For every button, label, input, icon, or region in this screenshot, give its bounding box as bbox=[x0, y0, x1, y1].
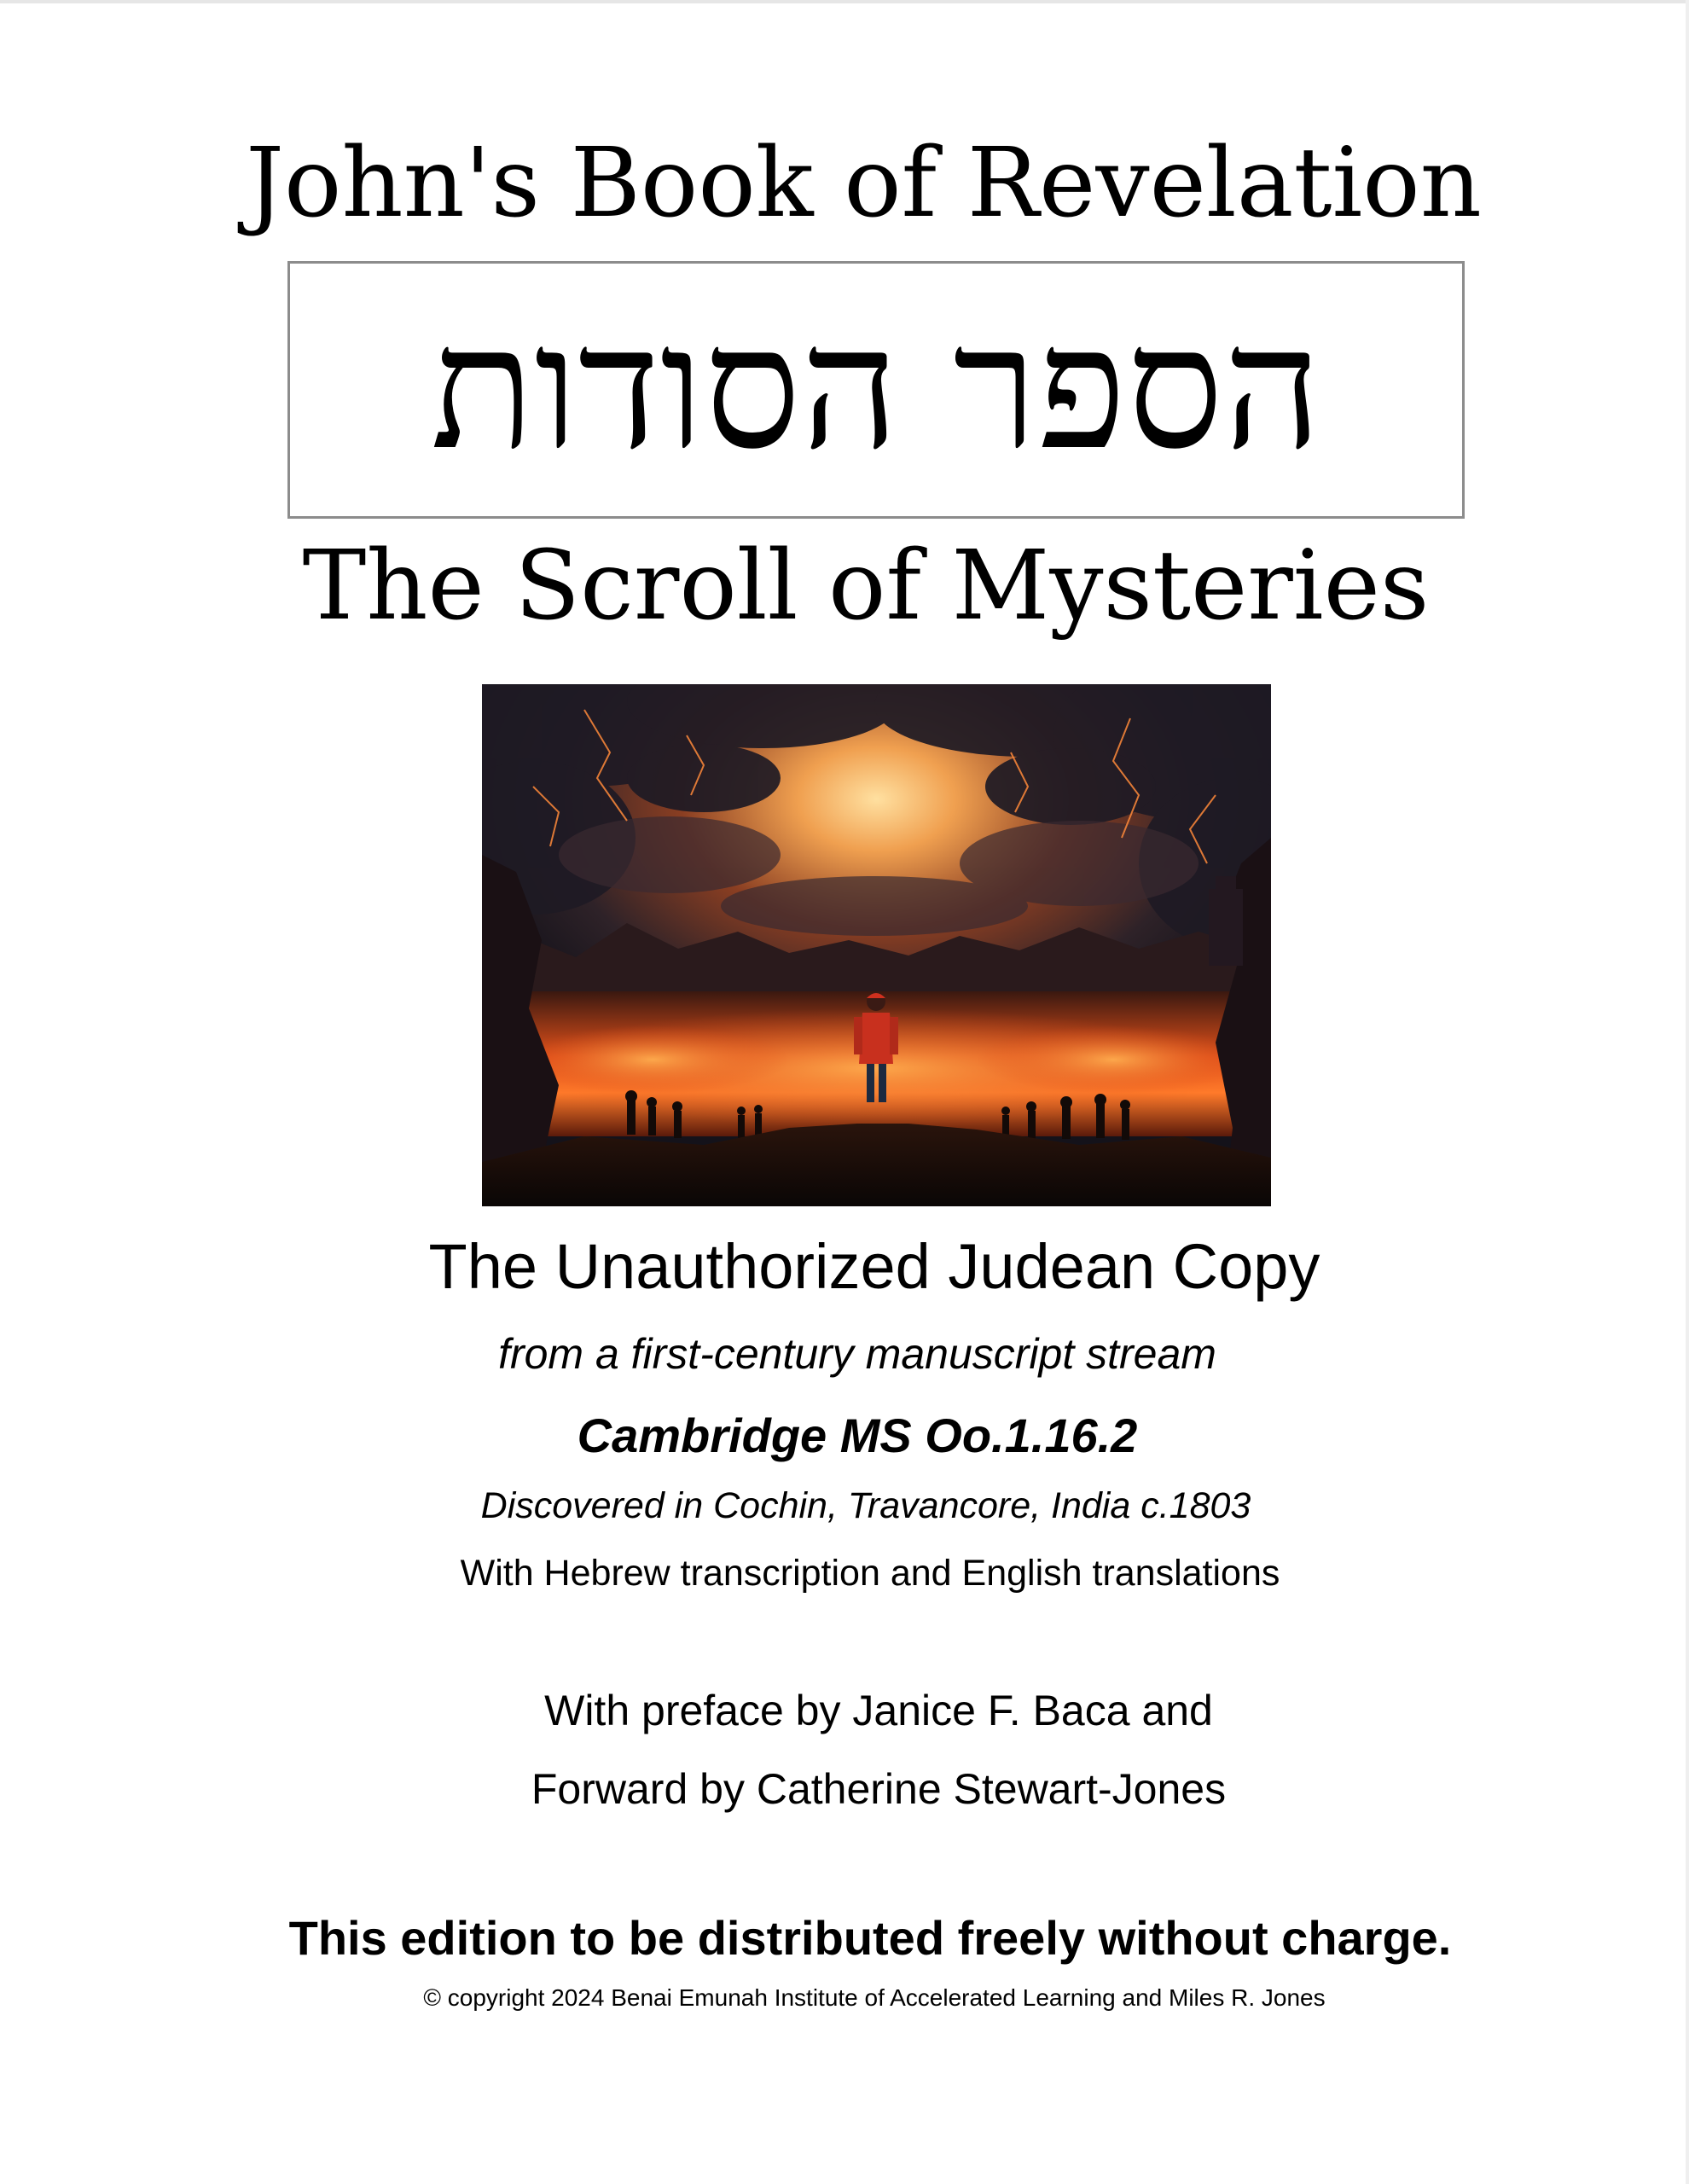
manuscript-id: Cambridge MS Oo.1.16.2 bbox=[577, 1409, 1138, 1462]
book-title: John's Book of Revelation bbox=[246, 128, 1482, 239]
discovery-note: Discovered in Cochin, Travancore, India c.1803 bbox=[480, 1485, 1251, 1526]
manuscript-stream-note: from a first-century manuscript stream bbox=[498, 1330, 1216, 1378]
hebrew-title-box bbox=[287, 261, 1465, 519]
contents-note: With Hebrew transcription and English translations bbox=[460, 1553, 1280, 1594]
hebrew-title: הספר הסודות bbox=[430, 289, 1322, 488]
cover-subtitle: The Unauthorized Judean Copy bbox=[428, 1231, 1320, 1302]
distribution-notice: This edition to be distributed freely without charge. bbox=[288, 1911, 1452, 1965]
page-right-edge bbox=[1686, 0, 1689, 2184]
english-title: The Scroll of Mysteries bbox=[302, 531, 1430, 642]
copyright-notice: © copyright 2024 Benai Emunah Institute of Accelerated Learning and Miles R. Jones bbox=[423, 1984, 1326, 2011]
apocalyptic-landscape-illustration bbox=[482, 684, 1271, 1206]
preface-credit: With preface by Janice F. Baca and bbox=[544, 1687, 1213, 1734]
page-top-edge bbox=[0, 0, 1689, 3]
forward-credit: Forward by Catherine Stewart-Jones bbox=[531, 1765, 1227, 1813]
